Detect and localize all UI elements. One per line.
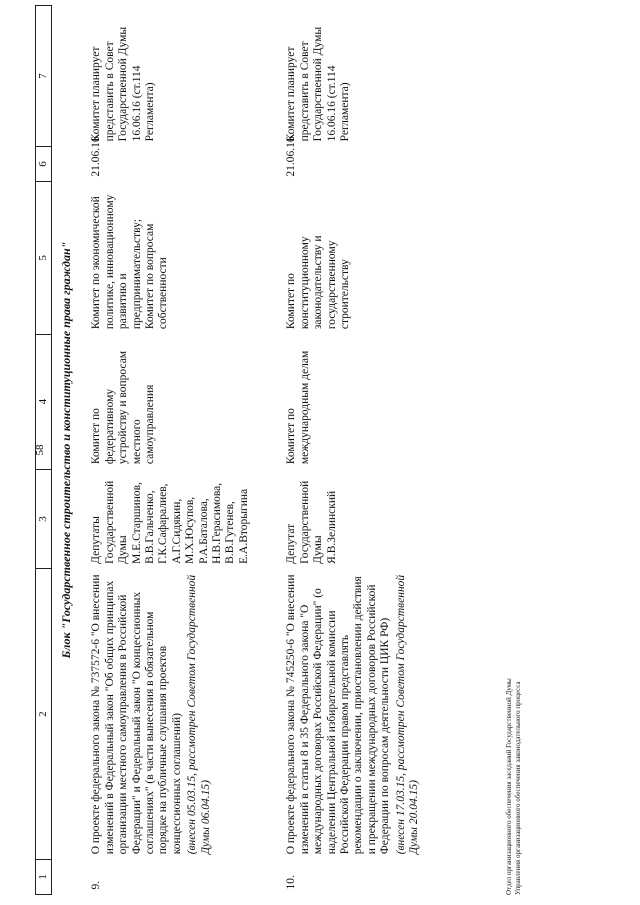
- column-header-2: 2: [36, 569, 52, 859]
- responsible-committee: Комитет по федеративному устройству и вопросам местного самоуправления: [90, 350, 157, 465]
- co-executor-committees: Комитет по конституционному законодательству и государственному строительству: [285, 235, 351, 330]
- row-number: 10.: [285, 875, 298, 890]
- block-title: Блок "Государственное строительство и конституционные права граждан": [59, 241, 73, 659]
- document-sheet: [35, 5, 610, 895]
- block-title-row: [52, 6, 87, 895]
- table-row: [281, 6, 425, 895]
- consideration-date: 21.06.16: [285, 136, 298, 177]
- bill-description-cell: [281, 569, 425, 859]
- bill-submission-note: (внесен 17.03.15, рассмотрен Советом Государственной Думы 20.04.15): [394, 574, 420, 855]
- row-number: 9.: [90, 880, 103, 890]
- column-header-5: 5: [36, 182, 52, 335]
- column-header-3: 3: [36, 469, 52, 569]
- bill-description-cell: [86, 569, 255, 859]
- column-header-4: 4: [36, 334, 52, 469]
- bill-description: О проекте федерального закона № 745250-6 "О внесении изменений в статьи 8 и 35 Федерального закона "О международных договорах Российской Федерации" (о наделении Центральной избирательной комиссии Российской Федерации правом представлять рекомендации о заключении, приостановлении действия и прекращении международных договоров Российской Федерации по вопросам деятельности ЦИК РФ): [285, 574, 392, 855]
- footer-line: Отдел организационного обеспечения заседаний Государственной Думы: [505, 678, 513, 895]
- committee-plan: Комитет планирует представить в Совет Государственной Думы 16.06.16 (ст.114 Регламента): [90, 26, 157, 142]
- table-row: [86, 6, 255, 895]
- column-number-row: [36, 6, 52, 895]
- column-header-7: 7: [36, 6, 52, 147]
- committee-plan: Комитет планирует представить в Совет Государственной Думы 16.06.16 (ст.114 Регламента): [285, 26, 351, 142]
- responsible-committee: Комитет по международным делам: [285, 350, 311, 465]
- bill-authors: Депутат Государственной Думы Я.В.Зелинский: [285, 480, 338, 564]
- document-footer: [505, 678, 523, 895]
- bill-submission-note: (внесен 05.03.15, рассмотрен Советом Государственной Думы 06.04.15): [186, 574, 212, 855]
- bill-authors: Депутаты Государственной Думы М.Е.Старшинов, В.В.Гальченко, Г.К.Сафаралиев, А.Г.Сидякин, М.Х.Юсупов, Р.А.Баталова, Н.В.Герасимова, В.В.Гутенев, Е.А.Вторыгина: [90, 480, 250, 564]
- page-number: 58: [34, 444, 46, 456]
- co-executor-committees: Комитет по экономической политике, инновационному развитию и предпринимательству; Комитет по вопросам собственности: [90, 194, 170, 330]
- legislation-table: [35, 5, 425, 895]
- column-header-6: 6: [36, 146, 52, 181]
- footer-line: Управления организационного обеспечения законодательного процесса: [514, 681, 522, 895]
- column-header-1: 1: [36, 859, 52, 894]
- bill-description: О проекте федерального закона № 737572-6 "О внесении изменений в Федеральный закон "Об общих принципах организации местного самоуправления в Российской Федерации" и Федеральный закон "О концессионных соглашениях" (в части вынесения в обязательном порядке на публичные слушания проектов концессионных соглашений): [90, 574, 183, 855]
- consideration-date: 21.06.16: [90, 136, 103, 177]
